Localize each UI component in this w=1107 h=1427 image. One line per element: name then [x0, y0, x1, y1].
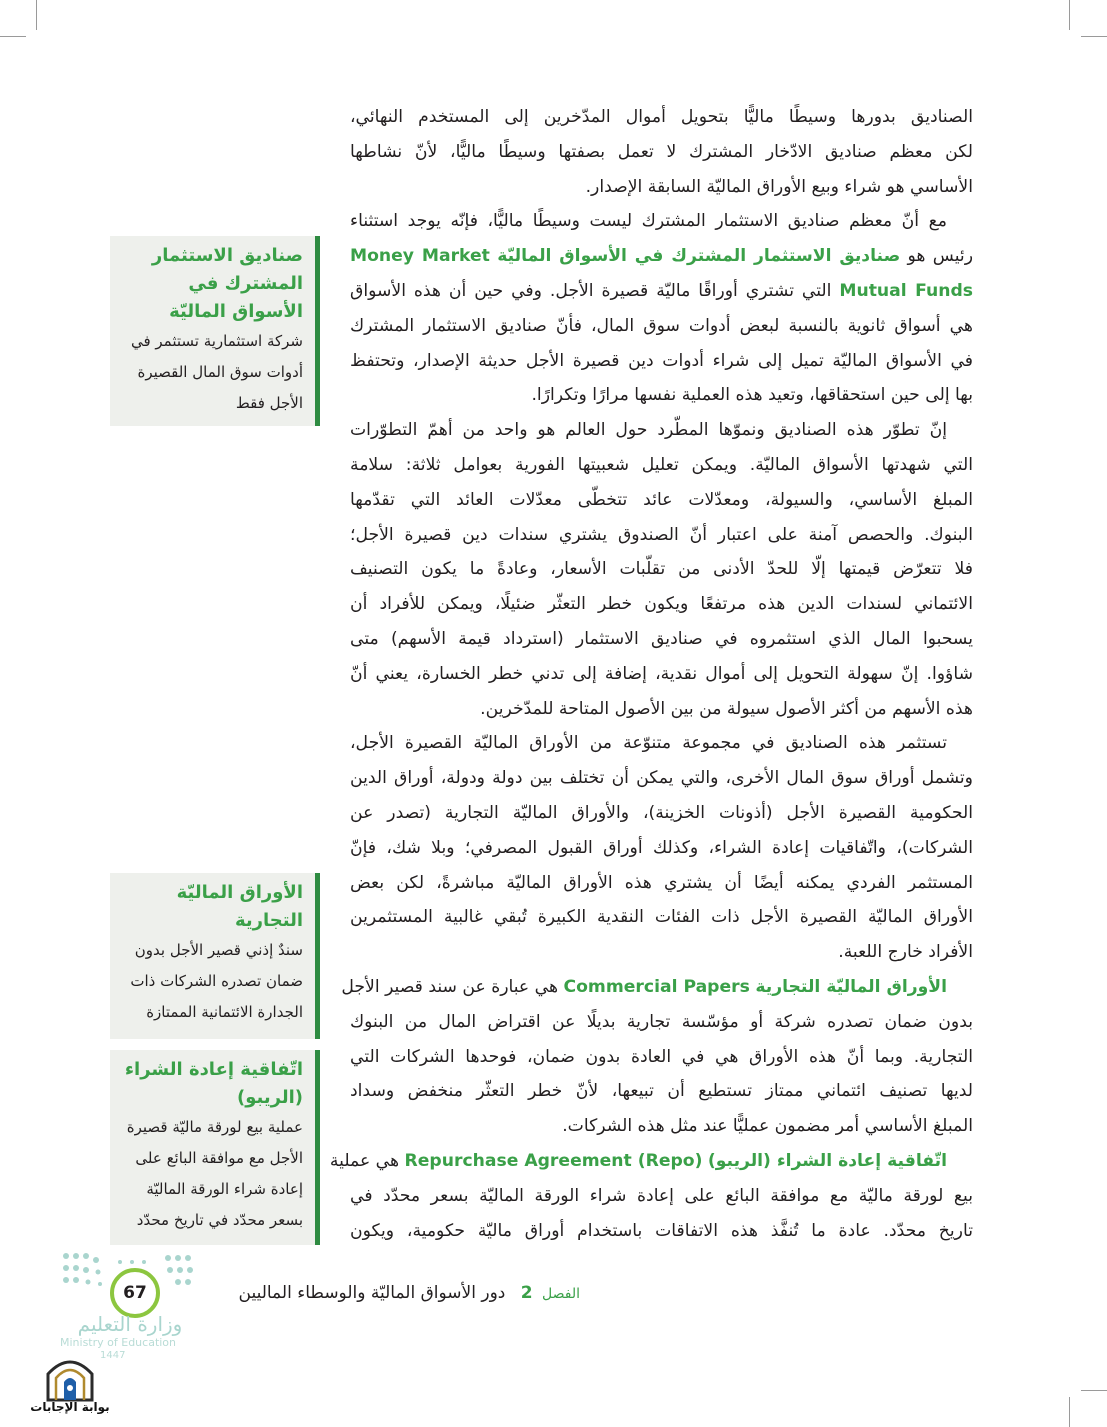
key-term: اتّفاقية إعادة الشراء (الريبو): [707, 1150, 947, 1171]
text-run: تستثمر هذه الصناديق في مجموعة متنوّعة من الأوراق الماليّة القصيرة الأجل،: [350, 733, 947, 754]
text-run: في الأسواق الماليّة تميل إلى شراء أدوات دين قصيرة الأجل حديثة الإصدار، وتحتفظ: [350, 350, 973, 371]
key-term: الأوراق الماليّة التجارية: [755, 976, 947, 997]
text-run: المبلغ الأساسي، والسيولة، ومعدّلات عائد تتخطّى معدّلات العائد التي تقدّمها: [350, 489, 973, 510]
text-line: [350, 1109, 973, 1144]
text-line: [350, 344, 973, 379]
text-run: تاريخ محدّد. عادة ما تُنفَّذ هذه الاتفاقات باستخدام أوراق ماليّة حكومية، ويكون: [350, 1220, 973, 1241]
english-term: Money Market: [350, 246, 490, 267]
text-line: [350, 900, 973, 935]
text-run: التجارية. وبما أنّ هذه الأوراق هي في العادة بدون ضمان، فوحدها الشركات التي: [350, 1046, 973, 1067]
key-term: صناديق الاستثمار المشترك في الأسواق الماليّة: [497, 246, 901, 267]
text-line: [350, 135, 973, 170]
text-line: [350, 448, 973, 483]
english-term: Repurchase Agreement (Repo): [404, 1150, 703, 1171]
text-run: هي عملية: [329, 1150, 405, 1171]
glossary-definition: سندٌ إذني قصير الأجل بدون ضمان تصدره الشركات ذات الجدارة الائتمانية الممتازة: [130, 941, 303, 1021]
text-run: لديها تصنيف ائتماني ممتاز تستطيع أن تبيعها، لأنّ خطر التعثّر منخفض وسداد: [350, 1081, 973, 1102]
crop-mark: [1081, 36, 1107, 37]
text-run: يسحبوا المال الذي استثمروه في صناديق الاستثمار (استرداد قيمة الأسهم) متى: [350, 628, 973, 649]
glossary-note: [110, 873, 320, 1039]
text-run: الأساسي هو شراء وبيع الأوراق الماليّة السابقة الإصدار.: [585, 176, 973, 197]
site-label: بوابة الإجابات: [30, 1400, 110, 1414]
text-line: [350, 587, 973, 622]
text-line: [350, 518, 973, 553]
text-line: [350, 1214, 973, 1249]
text-run: الأفراد خارج اللعبة.: [838, 942, 973, 963]
text-run: التي شهدتها الأسواق الماليّة. ويمكن تعليل شعبيتها الفورية بعوامل ثلاثة: سلامة: [350, 454, 973, 475]
glossary-term: الأوراق الماليّة التجارية: [176, 882, 303, 931]
text-run: المبلغ الأساسي أمر مضمون عمليًّا عند مثل هذه الشركات.: [562, 1116, 973, 1137]
text-run: وتشمل أوراق سوق المال الأخرى، والتي يمكن أن تختلف بين دولة ودولة، أوراق الدين: [350, 768, 973, 789]
glossary-definition: عملية بيع لورقة ماليّة قصيرة الأجل مع موافقة البائع على إعادة شراء الورقة الماليّة بسعر محدّد في تاريخ محدّد: [126, 1118, 303, 1229]
text-line: [350, 413, 973, 448]
crop-mark: [1081, 1390, 1107, 1391]
text-line: [350, 796, 973, 831]
text-line: [350, 831, 973, 866]
glossary-term: صناديق الاستثمار المشترك في الأسواق الماليّة: [151, 245, 303, 322]
text-run: بيع لورقة ماليّة مع موافقة البائع على إعادة شراء الورقة الماليّة بسعر محدّد في: [350, 1185, 973, 1206]
text-line: [350, 100, 973, 135]
ministry-name-en: Ministry of Education: [60, 1336, 177, 1349]
page-number: 67: [123, 1283, 147, 1303]
text-line: [350, 552, 973, 587]
text-line: [341, 970, 973, 1005]
text-run: المستثمر الفردي يمكنه أيضًا أن يشتري هذه الأوراق الماليّة مباشرةً، لكن بعض: [350, 872, 973, 893]
text-line: [350, 726, 973, 761]
text-run: رئيس هو: [900, 246, 973, 267]
text-run: الأوراق الماليّة القصيرة الأجل ذات الفئات النقدية الكبيرة تُبقي غالبية المستثمرين: [350, 907, 973, 928]
text-run: لكن معظم صناديق الادّخار المشترك لا تعمل بصفتها وسيطًا ماليًّا، لأنّ نشاطها: [350, 141, 973, 162]
crop-mark: [1069, 1397, 1070, 1427]
text-line: [350, 657, 973, 692]
text-run: هي أسواق ثانوية بالنسبة لبعض أدوات سوق المال، فأنّ صناديق الاستثمار المشترك: [350, 315, 973, 336]
text-run: بدون ضمان تصدره شركة أو مؤسّسة تجارية بديلًا عن اقتراض المال من البنوك: [350, 1011, 973, 1032]
text-run: فلا تتعرّض قيمتها إلّا للحدّ الأدنى من تقلّبات الأسعار، وعادةً ما يكون التصنيف: [350, 559, 973, 580]
crop-mark: [1069, 0, 1070, 30]
text-line: [350, 483, 973, 518]
text-line: [350, 935, 973, 970]
text-run: الشركات)، واتّفاقيات إعادة الشراء، وكذلك أوراق القبول المصرفي؛ وبلا شك، فإنّ: [350, 837, 973, 858]
text-run: هي عبارة عن سند قصير الأجل: [341, 976, 564, 997]
text-run: شاؤوا. إنّ سهولة التحويل إلى أموال نقدية، إضافة إلى تدني خطر الخسارة، يعني أنّ: [350, 663, 973, 684]
text-line: [350, 1005, 973, 1040]
glossary-definition: شركة استثمارية تستثمر في أدوات سوق المال القصيرة الأجل فقط: [130, 332, 303, 412]
text-line: [350, 692, 973, 727]
glossary-note: [110, 1050, 320, 1245]
text-run: الصناديق بدورها وسيطًا ماليًّا بتحويل أموال المدّخرين إلى المستخدم النهائي،: [350, 107, 973, 127]
ministry-name-ar: وزارة التعليم: [77, 1312, 183, 1336]
text-run: الائتماني لسندات الدين هذه مرتفعًا ويكون خطر التعثّر ضئيلًا، ويمكن للأفراد أن: [350, 594, 973, 615]
ministry-year: 1447: [100, 1350, 126, 1361]
text-line: [350, 1179, 973, 1214]
text-line: [350, 239, 973, 274]
chapter-word: الفصل: [542, 1286, 580, 1302]
chapter-title: دور الأسواق الماليّة والوسطاء الماليين: [238, 1283, 506, 1303]
text-run: التي تشتري أوراقًا ماليّة قصيرة الأجل. وفي حين أن هذه الأسواق: [350, 280, 840, 301]
text-line: [350, 204, 973, 239]
text-run: هذه الأسهم من أكثر الأصول سيولة من بين الأصول المتاحة للمدّخرين.: [480, 698, 973, 719]
chapter-number: 2: [520, 1283, 533, 1303]
chapter-footer: [110, 1278, 580, 1308]
main-text-column: [329, 100, 973, 1248]
text-run: مع أنّ معظم صناديق الاستثمار المشترك ليست وسيطًا ماليًّا، فإنّه يوجد استثناء: [350, 211, 947, 232]
text-run: الحكومية القصيرة الأجل (أذونات الخزينة)، والأوراق الماليّة التجارية (تصدر عن: [350, 802, 973, 823]
text-line: [350, 309, 973, 344]
text-line: [329, 1144, 973, 1179]
english-term: Commercial Papers: [563, 976, 750, 997]
glossary-term: اتّفاقية إعادة الشراء (الريبو): [124, 1059, 303, 1108]
text-line: [350, 622, 973, 657]
text-run: بها إلى حين استحقاقها، وتعيد هذه العملية نفسها مرارًا وتكرارًا.: [531, 385, 973, 406]
text-line: [350, 170, 973, 205]
text-run: البنوك. والحصص آمنة على اعتبار أنّ الصندوق يشتري سندات دين قصيرة الأجل؛: [350, 524, 973, 545]
glossary-note: [110, 236, 320, 426]
crop-mark: [0, 36, 26, 37]
text-line: [350, 274, 973, 309]
text-line: [350, 1074, 973, 1109]
text-run: إنّ تطوّر هذه الصناديق ونموّها المطّرد حول العالم هو واحد من أهمّ التطوّرات: [350, 420, 947, 441]
english-term: Mutual Funds: [839, 280, 973, 301]
text-line: [350, 1040, 973, 1075]
text-line: [350, 378, 973, 413]
text-line: [350, 866, 973, 901]
crop-mark: [36, 0, 37, 30]
text-line: [350, 761, 973, 796]
